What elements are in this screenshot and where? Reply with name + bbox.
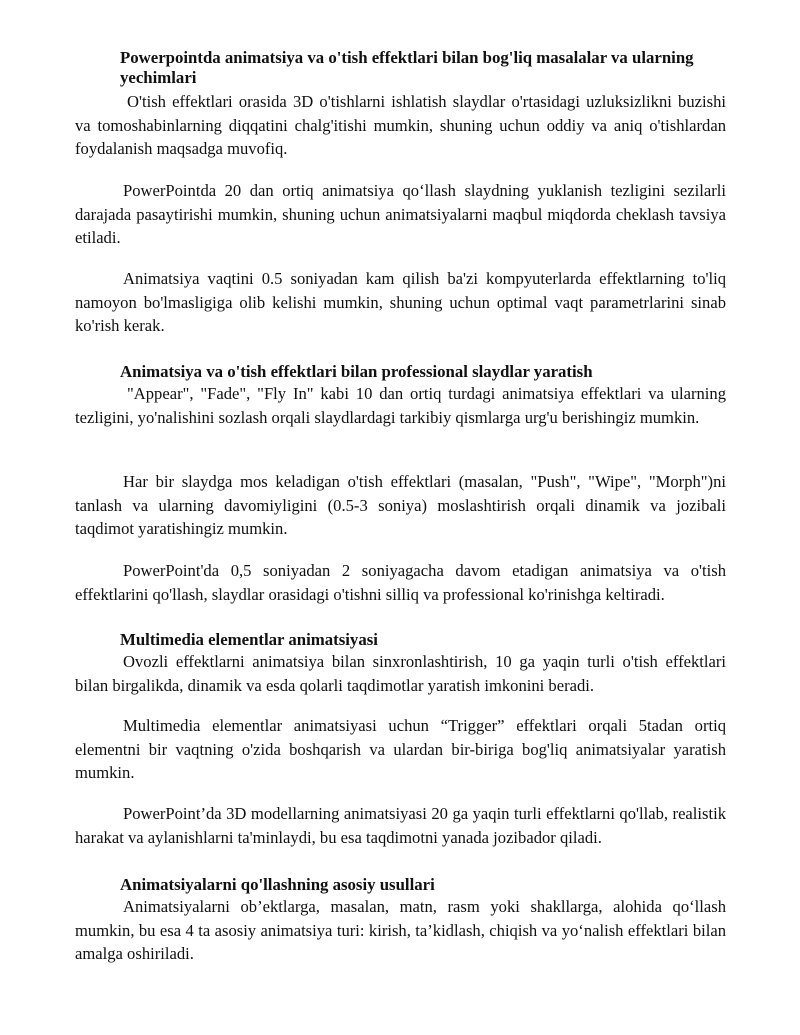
paragraph-1-2: PowerPointda 20 dan ortiq animatsiya qo‘llash slaydning yuklanish tezligini sezilarli darajada pasaytirishi mumkin, shuning uchun animatsiyalarni maqbul miqdorda cheklash tavsiya etiladi. (75, 181, 726, 247)
paragraph-2-1: "Appear", "Fade", "Fly In" kabi 10 dan ortiq turdagi animatsiya effektlari va ularning tezligini, yo'nalishini sozlash orqali slaydlardagi tarkibiy qismlarga urg'u berishingiz mumkin. (75, 384, 726, 427)
section-heading-3: Multimedia elementlar animatsiyasi (120, 630, 378, 649)
paragraph-1-1: O'tish effektlari orasida 3D o'tishlarni ishlatish slaydlar o'rtasidagi uzluksizlikni buzishi va tomoshabinlarning diqqatini chalg'itishi mumkin, shuning uchun oddiy va aniq o'tishlardan foydalanish maqsadga muvofiq. (75, 92, 726, 158)
section-heading-4: Animatsiyalarni qo'llashning asosiy usullari (120, 875, 435, 894)
paragraph-2-2: Har bir slaydga mos keladigan o'tish effektlari (masalan, "Push", "Wipe", "Morph")ni tanlash va ularning davomiyligini (0.5-3 soniya) moslashtirish orqali dinamik va jozibali taqdimot yaratishingiz mumkin. (75, 472, 726, 538)
section-heading-2: Animatsiya va o'tish effektlari bilan professional slaydlar yaratish (120, 362, 593, 381)
paragraph-1-3: Animatsiya vaqtini 0.5 soniyadan kam qilish ba'zi kompyuterlarda effektlarning to'liq namoyon bo'lmasligiga olib kelishi mumkin, shuning uchun optimal vaqt parametrlarini sinab ko'rish kerak. (75, 269, 726, 335)
paragraph-2-3: PowerPoint'da 0,5 soniyadan 2 soniyagacha davom etadigan animatsiya va o'tish effektlarini qo'llash, slaydlar orasidagi o'tishni silliq va professional ko'rinishga keltiradi. (75, 561, 726, 604)
paragraph-3-2: Multimedia elementlar animatsiyasi uchun “Trigger” effektlari orqali 5tadan ortiq elementni bir vaqtning o'zida boshqarish va ulardan bir-biriga bog'liq animatsiyalar yaratish mumkin. (75, 716, 726, 782)
paragraph-4-1: Animatsiyalarni ob’ektlarga, masalan, matn, rasm yoki shakllarga, alohida qo‘llash mumkin, bu esa 4 ta asosiy animatsiya turi: kirish, ta’kidlash, chiqish va yo‘nalish effektlari bilan amalga oshiriladi. (75, 897, 726, 963)
section-heading-1: Powerpointda animatsiya va o'tish effektlari bilan bog'liq masalalar va ularning yechimlari (120, 48, 694, 87)
paragraph-3-1: Ovozli effektlarni animatsiya bilan sinxronlashtirish, 10 ga yaqin turli o'tish effektlari bilan birgalikda, dinamik va esda qolarli taqdimotlar yaratish imkonini beradi. (75, 652, 726, 695)
paragraph-3-3: PowerPoint’da 3D modellarning animatsiyasi 20 ga yaqin turli effektlarni qo'llab, realistik harakat va aylanishlarni ta'minlaydi, bu esa taqdimotni yanada jozibador qiladi. (75, 804, 726, 847)
